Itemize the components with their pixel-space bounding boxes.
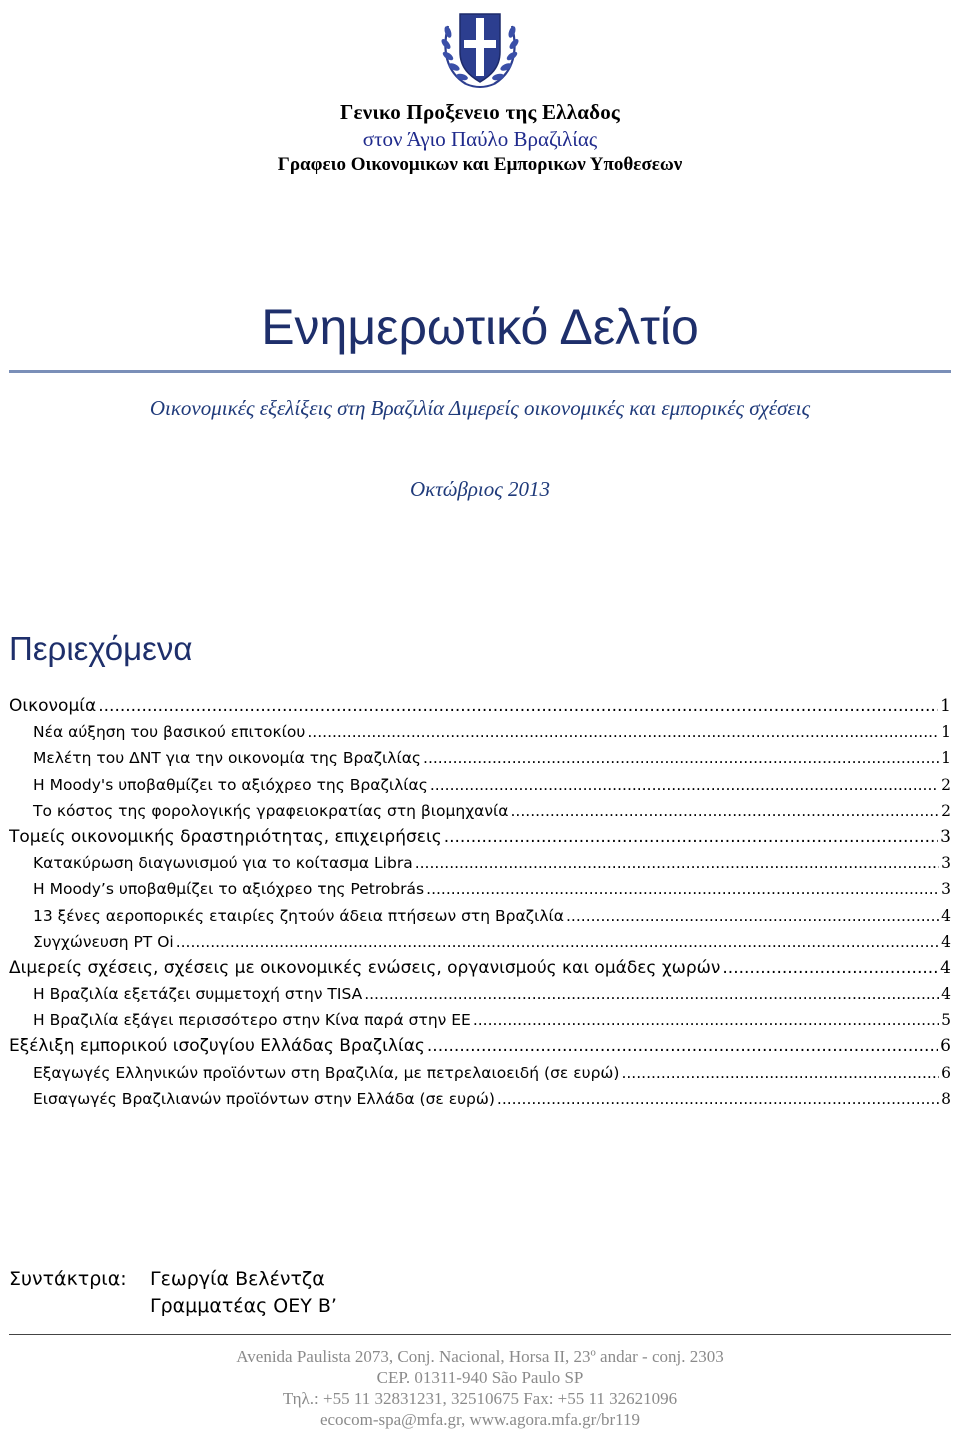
toc-entry-label: Μελέτη του ΔΝΤ για την οικονομία της Βραζιλίας: [33, 749, 422, 768]
footer-postcode: CEP. 01311-940 São Paulo SP: [376, 1368, 584, 1387]
document-date: Οκτώβριος 2013: [409, 477, 551, 501]
document-subtitle: Οικονομικές εξελίξεις στη Βραζιλία Διμερείς οικονομικές και εμπορικές σχέσεις: [149, 396, 811, 420]
toc-subsection-entry[interactable]: [9, 876, 951, 902]
toc-subsection-entry[interactable]: [9, 745, 951, 771]
toc-entry-label: Τομείς οικονομικής δραστηριότητας, επιχειρήσεις: [9, 826, 442, 847]
toc-heading: Περιεχόμενα: [9, 630, 193, 667]
toc-section-entry[interactable]: [9, 824, 951, 850]
toc-leader-dots: [364, 981, 939, 1007]
title-rule: [9, 370, 951, 373]
toc-entry-label: Η Βραζιλία εξετάζει συμμετοχή στην TISA: [33, 985, 363, 1004]
toc-leader-dots: [511, 798, 940, 824]
toc-leader-dots: [497, 1086, 939, 1112]
toc-entry-page: 3: [940, 826, 951, 847]
toc-entry-page: 2: [941, 801, 951, 820]
toc-subsection-entry[interactable]: [9, 1086, 951, 1112]
toc-leader-dots: [430, 772, 939, 798]
document-title: Ενημερωτικό Δελτίο: [261, 299, 699, 355]
footer: [0, 1346, 960, 1430]
toc-subsection-entry[interactable]: [9, 850, 951, 876]
toc-entry-page: 8: [941, 1089, 951, 1108]
toc-subsection-entry[interactable]: [9, 1060, 951, 1086]
toc-entry-label: 13 ξένες αεροπορικές εταιρίες ζητούν άδεια πτήσεων στη Βραζιλία: [33, 906, 564, 925]
toc-leader-dots: [98, 693, 938, 719]
toc-entry-label: Οικονομία: [9, 696, 97, 716]
toc-leader-dots: [566, 903, 939, 929]
footer-address: Avenida Paulista 2073, Conj. Nacional, Horsa II, 23º andar - conj. 2303: [236, 1347, 724, 1366]
toc-entry-page: 3: [941, 880, 951, 899]
toc-entry-page: 6: [940, 1036, 951, 1057]
toc-entry-label: Κατακύρωση διαγωνισμού για το κοίτασμα Libra: [33, 854, 413, 873]
toc-entry-label: Το κόστος της φορολογικής γραφειοκρατίας στη βιομηχανία: [33, 801, 509, 820]
table-of-contents: [9, 693, 951, 1112]
toc-section-entry[interactable]: [9, 955, 951, 981]
toc-subsection-entry[interactable]: [9, 1007, 951, 1033]
toc-entry-label: Εξέλιξη εμπορικού ισοζυγίου Ελλάδας Βραζιλίας: [9, 1036, 425, 1057]
toc-entry-page: 4: [941, 932, 951, 951]
toc-subsection-entry[interactable]: [9, 981, 951, 1007]
toc-leader-dots: [307, 719, 939, 745]
toc-entry-page: 1: [941, 749, 951, 768]
toc-subsection-entry[interactable]: [9, 903, 951, 929]
toc-entry-page: 1: [941, 723, 951, 742]
toc-section-entry[interactable]: [9, 1033, 951, 1059]
author-role: Γραμματέας ΟΕΥ Β’: [150, 1295, 337, 1317]
author-label: Συντάκτρια:: [9, 1268, 127, 1290]
consulate-location: στον Άγιο Παύλο Βραζιλίας: [362, 127, 598, 151]
toc-entry-page: 4: [940, 957, 951, 978]
toc-entry-label: Η Moody's υποβαθμίζει το αξιόχρεο της Βραζιλίας: [33, 775, 428, 794]
toc-subsection-entry[interactable]: [9, 772, 951, 798]
toc-leader-dots: [176, 929, 939, 955]
toc-subsection-entry[interactable]: [9, 719, 951, 745]
toc-entry-label: Εισαγωγές Βραζιλιανών προϊόντων στην Ελλάδα (σε ευρώ): [33, 1089, 495, 1108]
toc-entry-page: 1: [940, 696, 951, 716]
toc-subsection-entry[interactable]: [9, 929, 951, 955]
toc-entry-label: Εξαγωγές Ελληνικών προϊόντων στη Βραζιλία, με πετρελαιοειδή (σε ευρώ): [33, 1063, 620, 1082]
toc-entry-label: Συγχώνευση PT Oi: [33, 932, 174, 951]
toc-entry-label: Η Βραζιλία εξάγει περισσότερο στην Κίνα παρά στην ΕΕ: [33, 1011, 471, 1030]
toc-leader-dots: [426, 876, 939, 902]
toc-entry-label: Διμερείς σχέσεις, σχέσεις με οικονομικές ενώσεις, οργανισμούς και ομάδες χωρών: [9, 957, 721, 978]
footer-rule: [9, 1334, 951, 1335]
toc-subsection-entry[interactable]: [9, 798, 951, 824]
toc-leader-dots: [444, 824, 938, 850]
toc-entry-page: 2: [941, 775, 951, 794]
author-name: Γεωργία Βελέντζα: [150, 1268, 325, 1290]
toc-entry-label: Η Moody’s υποβαθμίζει το αξιόχρεο της Petrobrás: [33, 880, 425, 899]
toc-entry-label: Νέα αύξηση του βασικού επιτοκίου: [33, 723, 306, 742]
footer-phone: Τηλ.: +55 11 32831231, 32510675 Fax: +55 11 32621096: [282, 1389, 678, 1408]
toc-leader-dots: [722, 955, 938, 981]
toc-section-entry[interactable]: [9, 693, 951, 719]
footer-contact: ecocom-spa@mfa.gr, www.agora.mfa.gr/br119: [319, 1410, 641, 1429]
toc-entry-page: 4: [941, 985, 951, 1004]
toc-leader-dots: [415, 850, 939, 876]
office-name: Γραφειο Οικονομικων και Εμπορικων Υποθεσεων: [277, 154, 683, 175]
toc-leader-dots: [621, 1060, 939, 1086]
toc-leader-dots: [423, 745, 939, 771]
toc-leader-dots: [473, 1007, 939, 1033]
toc-entry-page: 3: [941, 854, 951, 873]
toc-entry-page: 6: [941, 1063, 951, 1082]
toc-entry-page: 4: [941, 906, 951, 925]
consulate-name: Γενικο Προξενειο της Ελλαδος: [340, 100, 620, 124]
toc-leader-dots: [427, 1033, 938, 1059]
greek-coat-of-arms-icon: [436, 0, 524, 92]
toc-entry-page: 5: [941, 1011, 951, 1030]
